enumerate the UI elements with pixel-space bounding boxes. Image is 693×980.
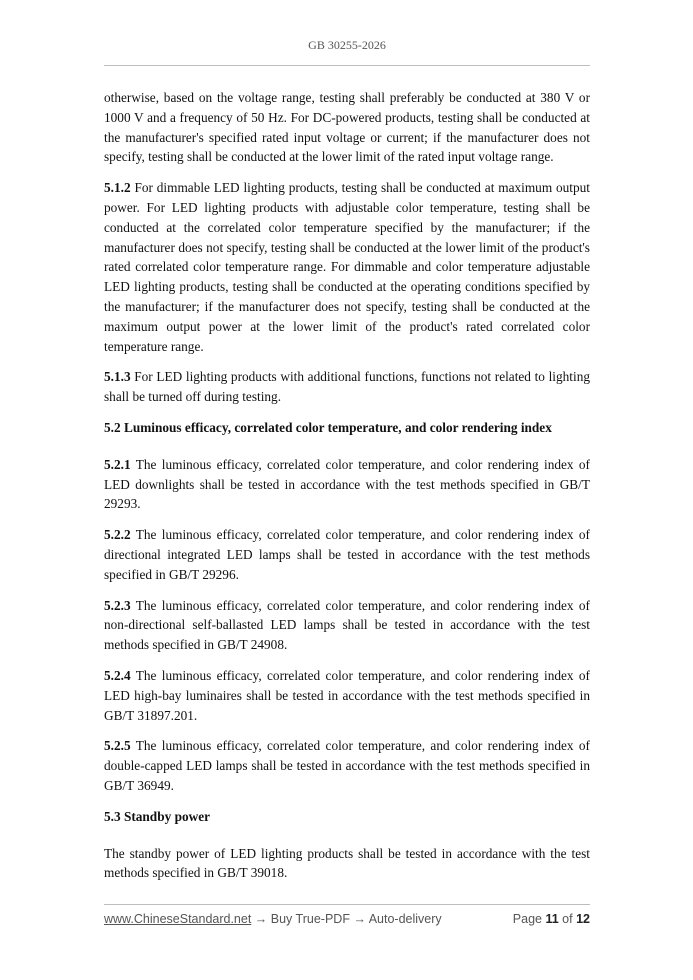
clause-number: 5.1.3 (104, 369, 131, 385)
footer-divider (104, 904, 590, 905)
header-divider (104, 65, 590, 66)
clause-number: 5.2.5 (104, 738, 131, 754)
clause-text: For LED lighting products with additional functions, functions not related to lighting shall be turned off during testing. (104, 369, 590, 405)
arrow-right-icon: → (353, 912, 366, 926)
page-header (104, 38, 590, 53)
page-of: of (562, 912, 573, 926)
clause-5-1-2 (104, 178, 590, 356)
page-indicator (513, 912, 590, 926)
footer-promo (104, 912, 442, 926)
clause-text: The luminous efficacy, correlated color temperature, and color rendering index of LED high-bay luminaires shall be tested in accordance with the test methods specified in GB/T 31897.201. (104, 667, 590, 723)
clause-5-2-3 (104, 596, 590, 655)
clause-5-3-body (104, 844, 590, 884)
clause-number: 5.2.1 (104, 456, 131, 472)
document-body (104, 88, 590, 894)
section-heading-5-3: 5.3 Standby power (104, 808, 211, 824)
paragraph-continuation (104, 88, 590, 167)
clause-text: The luminous efficacy, correlated color temperature, and color rendering index of non-directional self-ballasted LED lamps shall be tested in accordance with the test methods specified in GB/T 24908. (104, 597, 590, 653)
buy-text: Buy True-PDF (267, 912, 354, 926)
clause-5-1-3 (104, 367, 590, 407)
page-label: Page (512, 912, 542, 926)
document-id: GB 30255-2026 (308, 38, 386, 52)
clause-5-2-4 (104, 666, 590, 725)
clause-text: The luminous efficacy, correlated color temperature, and color rendering index of double-capped LED lamps shall be tested in accordance with the test methods specified in GB/T 36949. (104, 738, 590, 793)
clause-number: 5.2.3 (104, 597, 131, 613)
clause-text: The standby power of LED lighting products shall be tested in accordance with the test methods specified in GB/T 39018. (104, 845, 590, 881)
clause-5-2-1 (104, 455, 590, 514)
delivery-text: Auto-delivery (365, 912, 442, 926)
clause-number: 5.1.2 (104, 180, 131, 196)
clause-number: 5.2.2 (104, 527, 131, 543)
page-current: 11 (545, 912, 559, 926)
section-heading-5-2: 5.2 Luminous efficacy, correlated color temperature, and color rendering index (104, 419, 552, 435)
page-total: 12 (576, 912, 590, 926)
site-link[interactable]: www.ChineseStandard.net (104, 912, 252, 926)
clause-text: For dimmable LED lighting products, testing shall be conducted at maximum output power. For LED lighting products with adjustable color temperature, testing shall be conducted at the correlated color temperature specified by the manufacturer; if the manufacturer does not specify, testing shall be conducted at the lower limit of the product's rated correlated color temperature range. For dimmable and color temperature adjustable LED lighting products, testing shall be conducted at the operating conditions specified by the manufacturer; if the manufacturer does not specify, testing shall be conducted at the maximum output power at the lower limit of the product's rated correlated color temperature range. (104, 180, 590, 354)
paragraph-text: otherwise, based on the voltage range, testing shall preferably be conducted at 380 V or 1000 V and a frequency of 50 Hz. For DC-powered products, testing shall be conducted at the manufacturer's specified rated input voltage or current; if the manufacturer does not specify, testing shall be conducted at the lower limit of the rated input voltage range. (104, 90, 590, 165)
clause-5-2-2 (104, 525, 590, 584)
clause-5-2-5 (104, 736, 590, 795)
clause-text: The luminous efficacy, correlated color temperature, and color rendering index of LED downlights shall be tested in accordance with the test methods specified in GB/T 29293. (104, 456, 590, 512)
clause-number: 5.2.4 (104, 667, 131, 683)
arrow-right-icon: → (254, 912, 268, 926)
clause-text: The luminous efficacy, correlated color temperature, and color rendering index of directional integrated LED lamps shall be tested in accordance with the test methods specified in GB/T 29296. (104, 527, 590, 582)
